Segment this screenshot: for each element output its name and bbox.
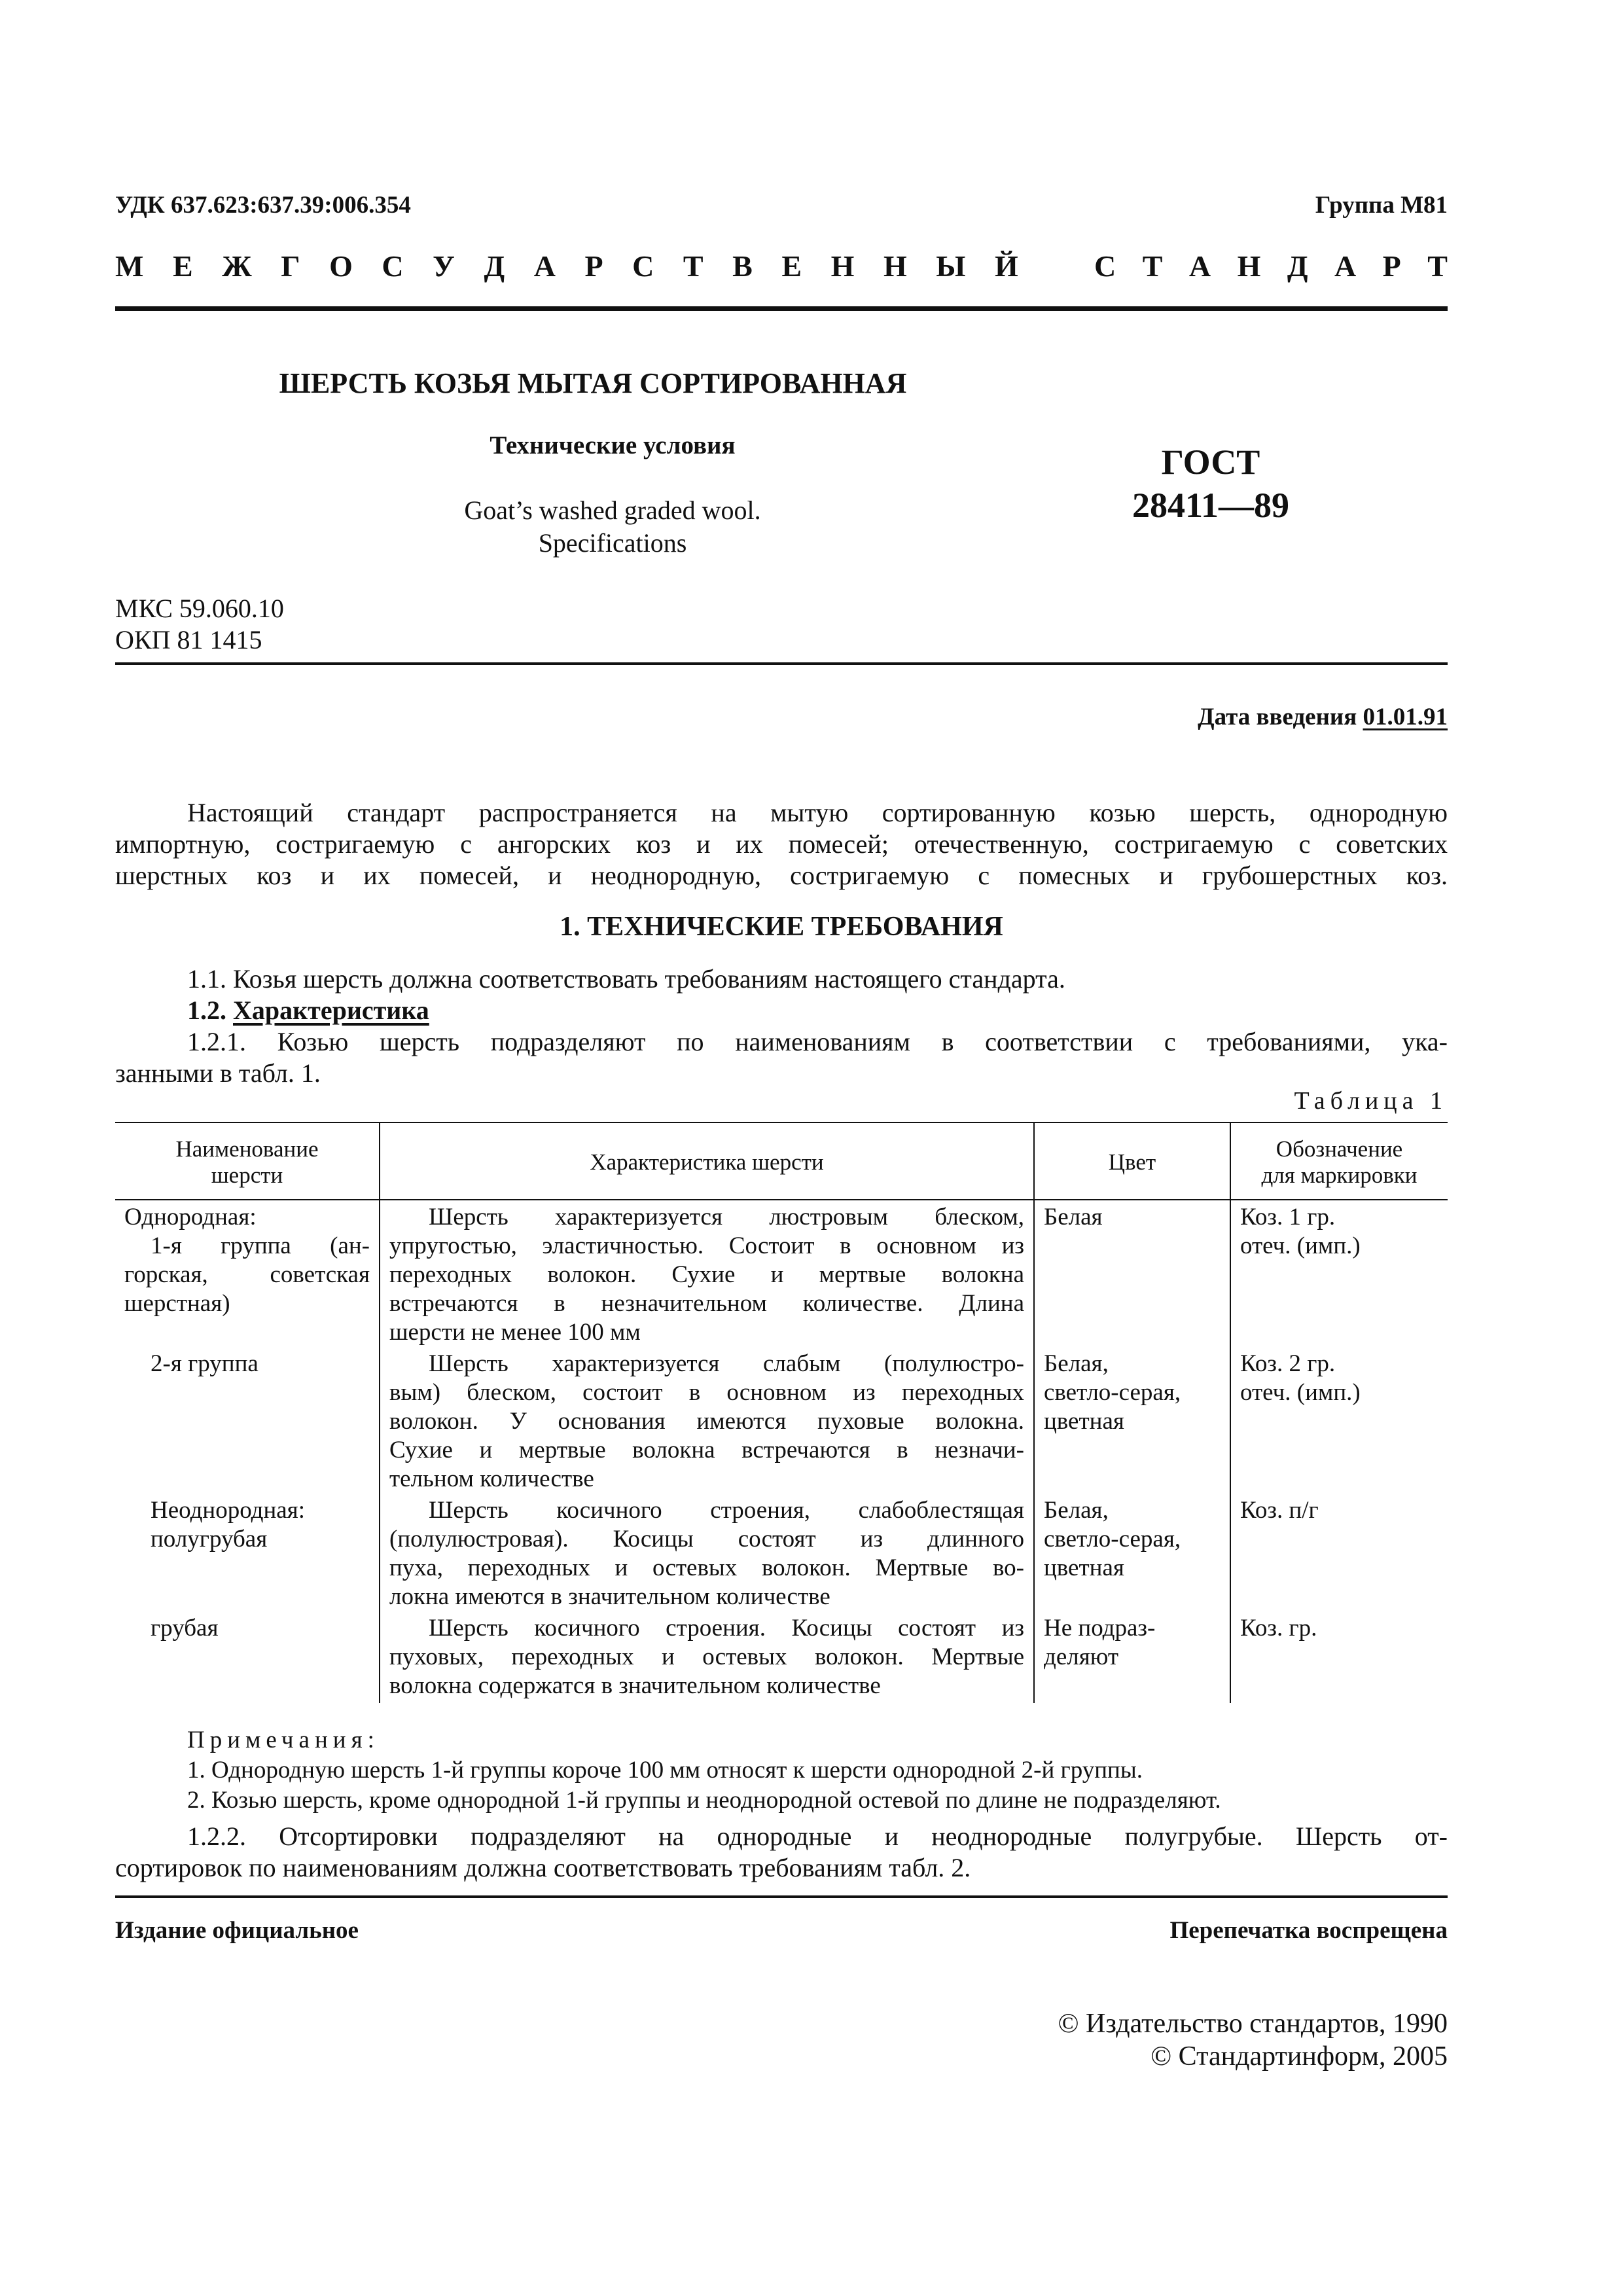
intro-paragraph xyxy=(115,797,1448,891)
effective-date-value: 01.01.91 xyxy=(1363,704,1448,730)
cell-characteristic-line: шерсти не менее 100 мм xyxy=(389,1319,641,1346)
cell-characteristic-line: вым) блеском, состоит в основном из переходных xyxy=(389,1379,1024,1406)
banner-letter: Е xyxy=(781,249,802,283)
cell-marking-line: отеч. (имп.) xyxy=(1240,1379,1361,1406)
cell-color-line: цветная xyxy=(1044,1408,1124,1435)
cell-characteristic-line: Сухие и мертвые волокна встречаются в незначи- xyxy=(389,1437,1024,1463)
cell-name-line: грубая xyxy=(151,1615,219,1641)
cell-color-line: цветная xyxy=(1044,1554,1124,1581)
banner-letter: Ы xyxy=(936,249,966,283)
cell-characteristic xyxy=(380,1614,1034,1703)
cell-marking xyxy=(1230,1496,1448,1614)
cell-name xyxy=(115,1496,380,1614)
clause-1-2-2-line2: сортировок по наименованиям должна соответствовать требованиям табл. 2. xyxy=(115,1853,971,1882)
standard-word xyxy=(1094,249,1448,283)
cell-color-line: светло-серая, xyxy=(1044,1526,1181,1552)
cell-name xyxy=(115,1614,380,1703)
document-subtitle: Технические условия xyxy=(490,431,736,459)
table1-row xyxy=(115,1496,1448,1614)
cell-name-line: Неоднородная: xyxy=(151,1497,305,1524)
cell-color-line: Не подраз- xyxy=(1044,1615,1156,1641)
gost-number: 28411—89 xyxy=(1132,486,1290,525)
table1-row xyxy=(115,1200,1448,1350)
clause-1-2-title: Характеристика xyxy=(233,996,429,1025)
cell-characteristic-line: Шерсть характеризуется люстровым блеском, xyxy=(429,1204,1024,1230)
cell-color xyxy=(1034,1496,1230,1614)
cell-name-line: полугрубая xyxy=(151,1526,268,1552)
banner-letter: Т xyxy=(683,249,704,283)
cell-characteristic-line: волокон. У основания имеются пуховые волокна. xyxy=(389,1408,1024,1435)
table1-row xyxy=(115,1614,1448,1703)
cell-characteristic-line: переходных волокон. Сухие и мертвые волокна xyxy=(389,1261,1024,1288)
cell-name xyxy=(115,1350,380,1496)
cell-characteristic-line: встречаются в незначительном количестве. Длина xyxy=(389,1290,1024,1317)
table1-caption: Таблица 1 xyxy=(1294,1087,1448,1115)
clause-1-2-2-line1: 1.2.2. Отсортировки подразделяют на однородные и неоднородные полугрубые. Шерсть от- xyxy=(187,1821,1448,1851)
clause-1-2-1-line2: занными в табл. 1. xyxy=(115,1058,321,1088)
cell-characteristic-line: волокна содержатся в значительном количестве xyxy=(389,1672,881,1699)
official-edition: Издание официальное xyxy=(115,1917,359,1944)
cell-name-line: 2-я группа xyxy=(151,1350,259,1377)
banner-letter: Н xyxy=(1237,249,1261,283)
cell-marking xyxy=(1230,1350,1448,1496)
cell-marking xyxy=(1230,1200,1448,1350)
cell-characteristic xyxy=(380,1496,1034,1614)
section1-body xyxy=(115,963,1448,1089)
cell-name-line: Однородная: xyxy=(124,1204,257,1230)
cell-name-line: шерстная) xyxy=(124,1290,230,1317)
effective-date xyxy=(1198,703,1448,731)
cell-characteristic-line: пуховых, переходных и остевых волокон. Мертвые xyxy=(389,1643,1024,1670)
banner-letter: Т xyxy=(1427,249,1448,283)
header-marking-line2: для маркировки xyxy=(1261,1162,1418,1188)
cell-name xyxy=(115,1200,380,1350)
cell-color-line: деляют xyxy=(1044,1643,1119,1670)
cell-characteristic-line: Шерсть косичного строения. Косицы состоят из xyxy=(429,1615,1024,1641)
banner-letter: Т xyxy=(1142,249,1163,283)
table1-row xyxy=(115,1350,1448,1496)
banner-letter: С xyxy=(1094,249,1116,283)
intro-line-3: шерстных коз и их помесей, и неоднородную, состригаемую с помесных и грубошерстных коз. xyxy=(115,861,1448,890)
cell-marking-line: Коз. 1 гр. xyxy=(1240,1204,1336,1230)
intro-line-1: Настоящий стандарт распространяется на мытую сортированную козью шерсть, однородную xyxy=(187,798,1448,827)
intro-line-2: импортную, состригаемую с ангорских коз и их помесей; отечественную, состригаемую с советских xyxy=(115,829,1448,859)
section-heading: 1. ТЕХНИЧЕСКИЕ ТРЕБОВАНИЯ xyxy=(560,912,1003,942)
cell-color xyxy=(1034,1350,1230,1496)
table1-grid xyxy=(115,1123,1448,1703)
group-code: Группа М81 xyxy=(1315,192,1448,219)
cell-marking-line: Коз. гр. xyxy=(1240,1615,1317,1641)
copyright-2005: © Стандартинформ, 2005 xyxy=(1150,2041,1448,2072)
cell-characteristic-line: упругостью, эластичностью. Состоит в основном из xyxy=(389,1232,1024,1259)
english-title-line2: Specifications xyxy=(538,528,687,558)
cell-characteristic-line: (полулюстровая). Косицы состоят из длинного xyxy=(389,1526,1024,1552)
banner-letter: С xyxy=(382,249,404,283)
mks-code: МКС 59.060.10 xyxy=(115,594,284,623)
banner-letter: Р xyxy=(1382,249,1401,283)
notes-title: Примечания: xyxy=(187,1727,380,1753)
cell-marking-line: отеч. (имп.) xyxy=(1240,1232,1361,1259)
banner-letter: У xyxy=(433,249,455,283)
banner-letter: Д xyxy=(1287,249,1308,283)
cell-characteristic xyxy=(380,1200,1034,1350)
cell-name-line: 1-я группа (ан- xyxy=(151,1232,370,1259)
header-name-line2: шерсти xyxy=(211,1162,283,1188)
banner-letter: Й xyxy=(994,249,1018,283)
interstate-word xyxy=(115,249,1018,283)
banner-letter: Е xyxy=(172,249,193,283)
udk-code: УДК 637.623:637.39:006.354 xyxy=(115,192,411,219)
header-name-line1: Наименование xyxy=(175,1136,319,1162)
banner-letter: Н xyxy=(830,249,855,283)
banner-letter: В xyxy=(732,249,753,283)
footer-rule xyxy=(115,1895,1448,1898)
cell-characteristic-line: Шерсть косичного строения, слабоблестящая xyxy=(429,1497,1024,1524)
banner-letter: М xyxy=(115,249,144,283)
banner-letter: О xyxy=(329,249,353,283)
clause-1-2-2 xyxy=(115,1821,1448,1884)
cell-characteristic-line: пуха, переходных и остевых волокон. Мертвые во- xyxy=(389,1554,1024,1581)
clause-1-1: 1.1. Козья шерсть должна соответствовать требованиям настоящего стандарта. xyxy=(187,964,1065,994)
note-1: 1. Однородную шерсть 1-й группы короче 100 мм относят к шерсти однородной 2-й группы. xyxy=(187,1757,1143,1784)
okp-code: ОКП 81 1415 xyxy=(115,625,262,655)
gost-label: ГОСТ xyxy=(1161,442,1260,482)
codes-rule xyxy=(115,662,1448,665)
cell-marking xyxy=(1230,1614,1448,1703)
cell-marking-line: Коз. п/г xyxy=(1240,1497,1319,1524)
note-2: 2. Козью шерсть, кроме однородной 1-й группы и неоднородной остевой по длине не подразделяют. xyxy=(187,1787,1221,1814)
table1-notes xyxy=(115,1725,1448,1816)
banner-letter: Д xyxy=(484,249,505,283)
banner-letter: А xyxy=(1334,249,1357,283)
clause-1-2-1-line1: 1.2.1. Козью шерсть подразделяют по наименованиям в соответствии с требованиями, ука- xyxy=(187,1027,1448,1056)
reprint-prohibited: Перепечатка воспрещена xyxy=(1169,1917,1448,1944)
banner-letter: Ж xyxy=(222,249,252,283)
cell-color-line: Белая, xyxy=(1044,1497,1109,1524)
english-title-line1: Goat’s washed graded wool. xyxy=(464,495,761,525)
banner-letter: Н xyxy=(883,249,907,283)
table1 xyxy=(115,1122,1448,1703)
cell-color-line: Белая xyxy=(1044,1204,1103,1230)
copyright-1990: © Издательство стандартов, 1990 xyxy=(1058,2009,1448,2039)
clause-1-2-number: 1.2. xyxy=(187,996,226,1025)
cell-name-line: горская, советская xyxy=(124,1261,370,1288)
banner-letter: А xyxy=(1188,249,1211,283)
header-marking xyxy=(1230,1123,1448,1200)
header-name xyxy=(115,1123,380,1200)
interstate-standard-banner xyxy=(115,249,1448,283)
banner-letter: Р xyxy=(584,249,603,283)
cell-marking-line: Коз. 2 гр. xyxy=(1240,1350,1336,1377)
cell-color-line: Белая, xyxy=(1044,1350,1109,1377)
table1-header-row xyxy=(115,1123,1448,1200)
cell-characteristic xyxy=(380,1350,1034,1496)
cell-color-line: светло-серая, xyxy=(1044,1379,1181,1406)
banner-letter: Г xyxy=(281,249,300,283)
banner-letter: А xyxy=(533,249,556,283)
cell-color xyxy=(1034,1614,1230,1703)
header-rule xyxy=(115,306,1448,311)
cell-color xyxy=(1034,1200,1230,1350)
header-marking-line1: Обозначение xyxy=(1275,1136,1403,1162)
clause-1-2 xyxy=(115,995,1448,1026)
cell-characteristic-line: тельном количестве xyxy=(389,1465,594,1492)
effective-date-label: Дата введения xyxy=(1198,704,1357,730)
cell-characteristic-line: Шерсть характеризуется слабым (полулюстро- xyxy=(429,1350,1024,1377)
header-color: Цвет xyxy=(1034,1123,1230,1200)
document-title: ШЕРСТЬ КОЗЬЯ МЫТАЯ СОРТИРОВАННАЯ xyxy=(279,367,907,399)
banner-letter: С xyxy=(632,249,654,283)
header-characteristic: Характеристика шерсти xyxy=(380,1123,1034,1200)
cell-characteristic-line: локна имеются в значительном количестве xyxy=(389,1583,830,1610)
